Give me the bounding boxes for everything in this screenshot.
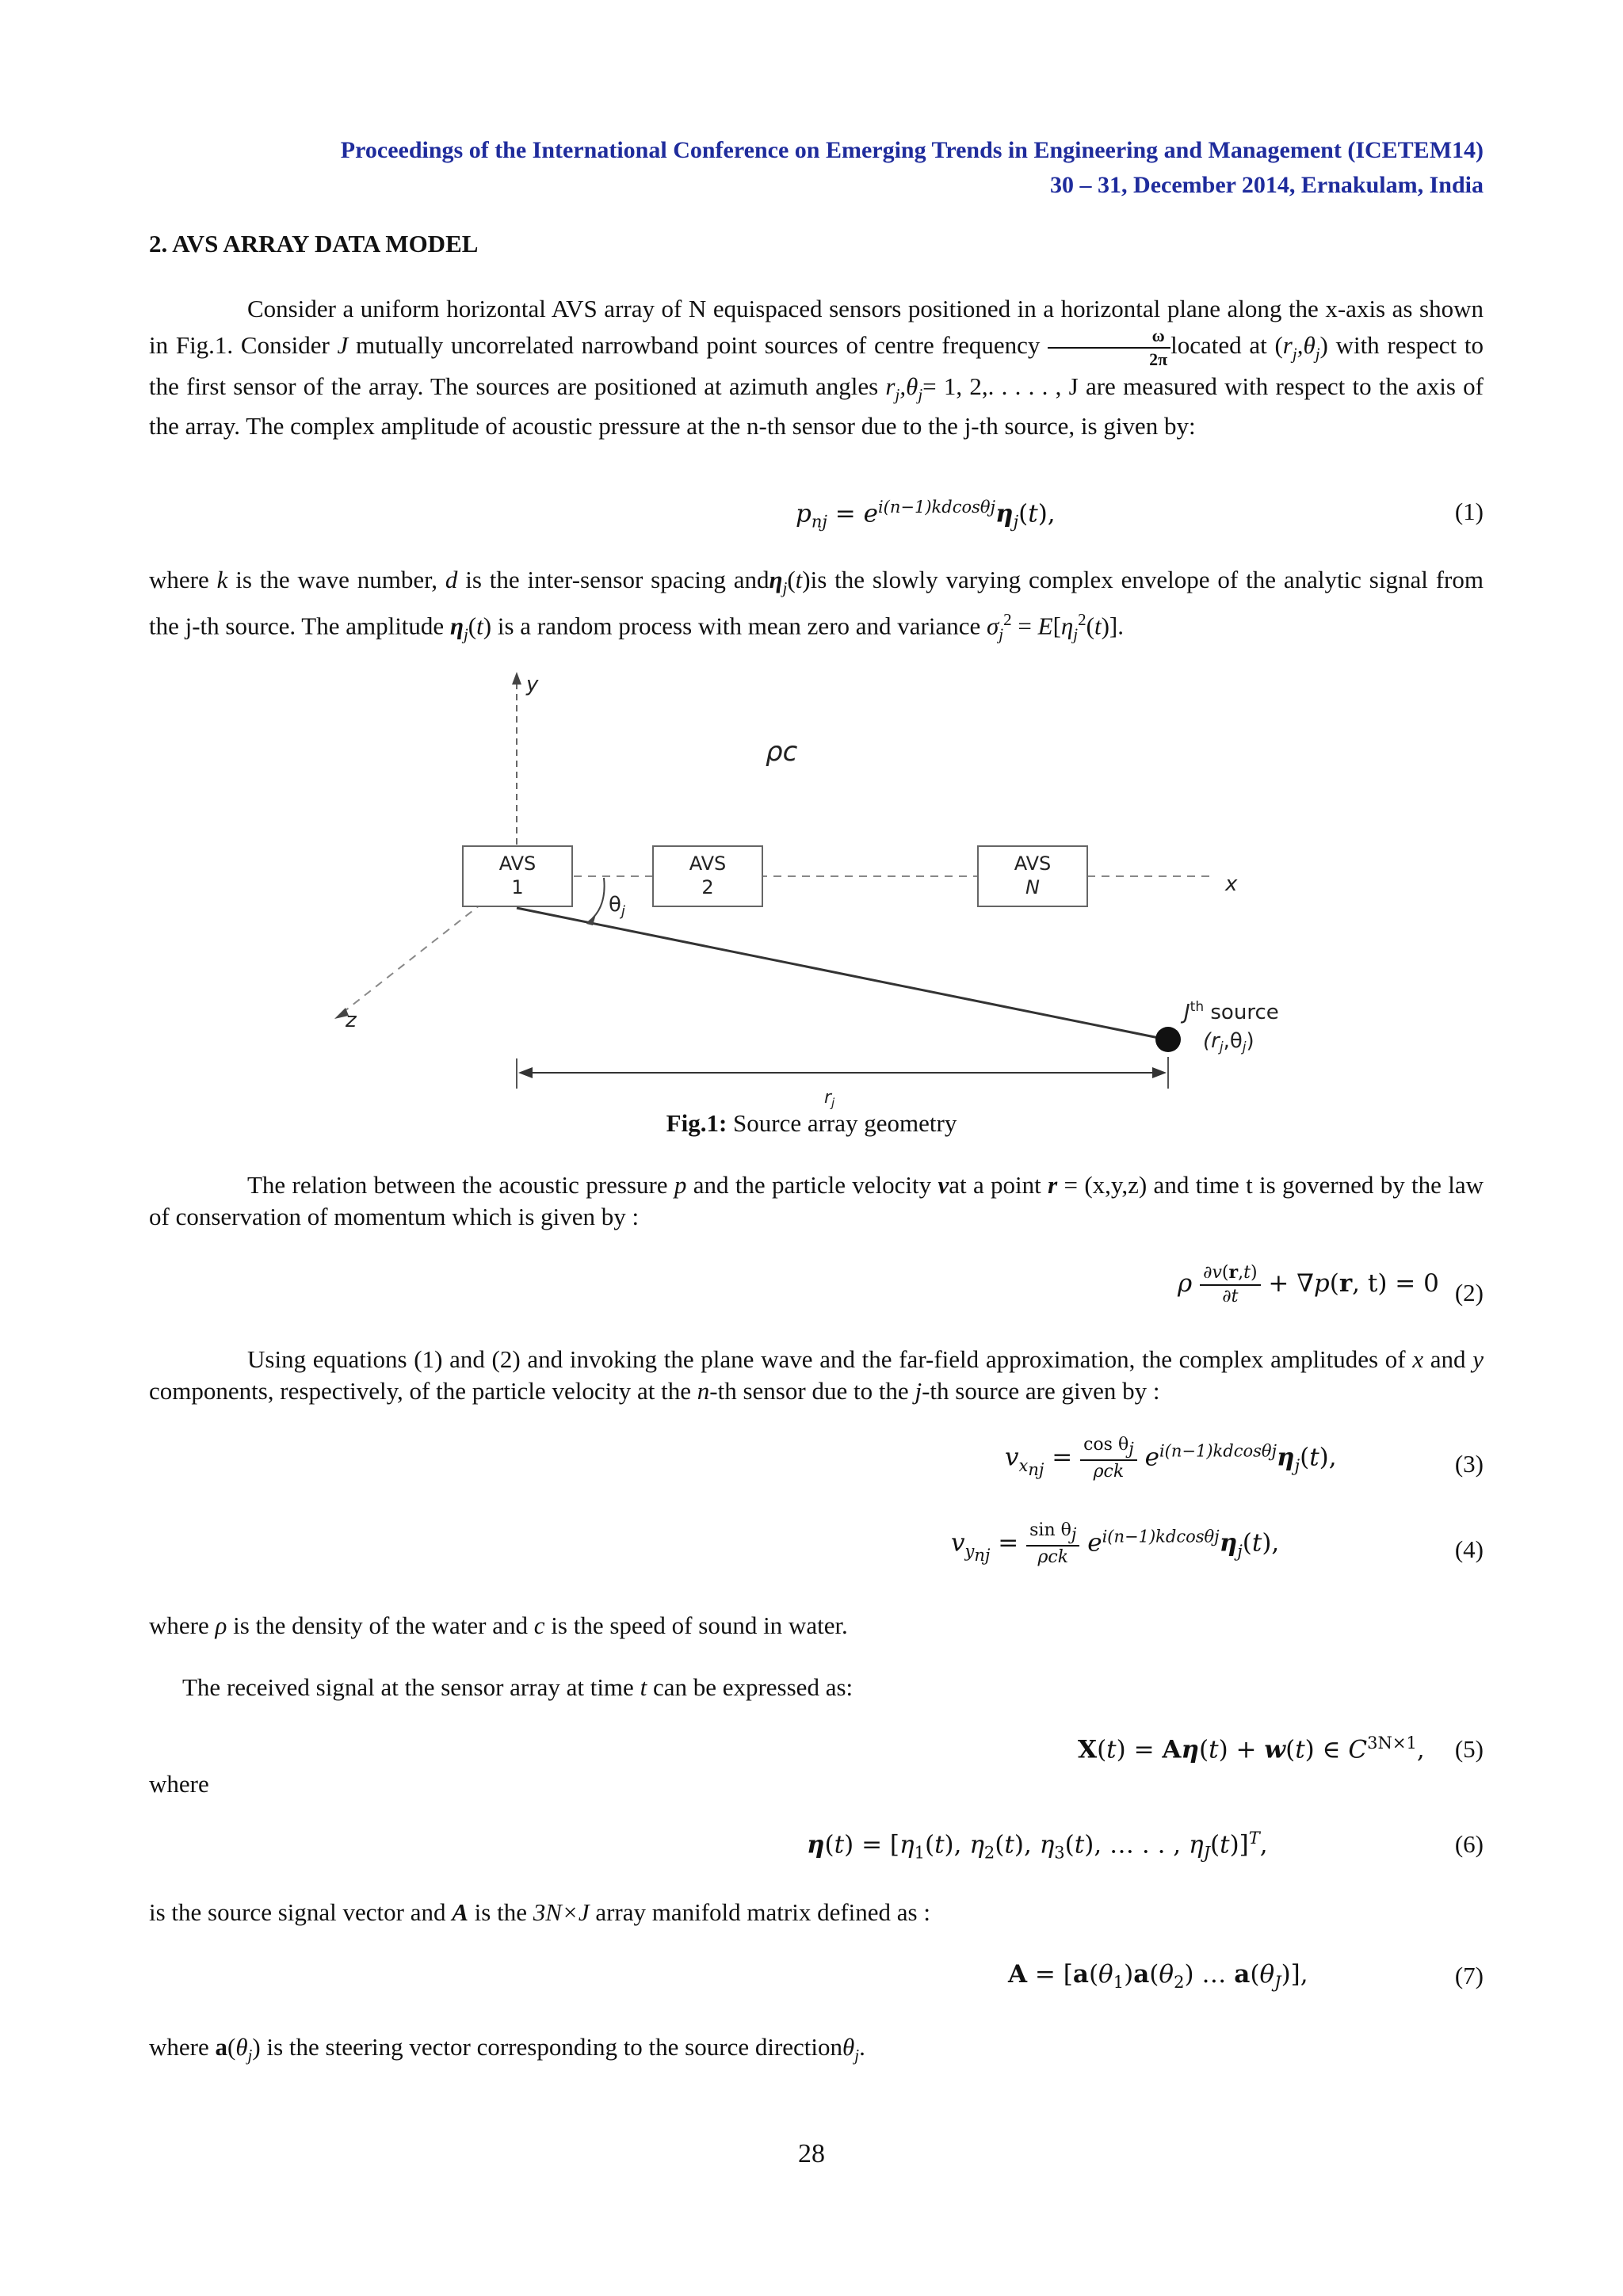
equation-2-number: (2): [1454, 1279, 1484, 1306]
source-label: $J^{th}$ source: [1184, 999, 1279, 1024]
section-title: 2. AVS ARRAY DATA MODEL: [149, 230, 479, 257]
x-axis-label: x: [1225, 872, 1238, 896]
source-point: [1155, 1027, 1181, 1052]
source-array-geometry-figure: [0, 0, 1623, 1141]
equation-7: $A = [a(\theta_1)a(\theta_2)$ … $a(\theta_J)$],: [1008, 1960, 1308, 1993]
header-line-2: 30 – 31, December 2014, Ernakulam, India: [1050, 172, 1484, 198]
avs-sensor-n: [978, 846, 1087, 906]
y-axis-label: y: [526, 673, 539, 696]
paragraph-9: where $a(\theta_j)$ is the steering vector corresponding to the source directionθ$_j$.: [149, 2033, 865, 2065]
medium-label: ρc: [766, 736, 798, 768]
paragraph-2: where k is the wave number, d is the inter-sensor spacing andη$_j$(t)is the slowly varying complex envelope of the analytic signal from the j-th source. The amplitude $\eta_j(t)$ is a random process with mean zero and variance $\sigma_j^2 = E[\eta_j^2(t)]$.: [149, 566, 1484, 644]
paragraph-3: The relation between the acoustic pressure p and the particle velocity vat a point r = (x,y,z) and time t is governed by the law of conservation of momentum which is given by :: [149, 1171, 1484, 1230]
svg-text:AVS: AVS: [498, 852, 537, 875]
equation-3: $v_{x_{nj}}$ = $\frac{\cos \theta_j}{\text{ρck}}$ $e^{i(n-1)kdcos\theta j}\eta_j(t)$,: [1005, 1435, 1337, 1482]
theta-label: $\theta_j$: [609, 893, 625, 920]
svg-text:2: 2: [701, 876, 714, 898]
equation-3-number: (3): [1454, 1450, 1484, 1478]
equation-1-number: (1): [1454, 498, 1484, 525]
avs-sensor-2: [653, 846, 762, 906]
svg-text:1: 1: [511, 876, 524, 898]
equation-5-number: (5): [1454, 1735, 1484, 1763]
avs-sensor-1: [463, 846, 572, 906]
paragraph-7: where: [149, 1770, 209, 1798]
paragraph-8: is the source signal vector and A is the 3N×J array manifold matrix defined as :: [149, 1898, 930, 1926]
z-axis-label: z: [346, 1009, 357, 1032]
equation-1: $p_{nj} = e^{i(n-1)kdcos\theta j}\eta_j(t)$,: [796, 498, 1056, 532]
source-coordinate: (rj,θj): [1203, 1029, 1254, 1055]
equation-6: $\eta(t) = [\eta_1(t)$, $\eta_2(t)$, $\eta_3(t)$, … . . , $\eta_J(t)]^T$,: [807, 1829, 1268, 1863]
rj-label: $r_j$: [824, 1088, 835, 1110]
equation-7-number: (7): [1454, 1962, 1484, 1989]
equation-5: X(t) = Aη(t) + w(t) ∈ $C^{3N\times 1}$,: [1078, 1733, 1425, 1764]
page-number: 28: [798, 2139, 825, 2168]
frequency-fraction: $\frac{\omega}{2\pi}$: [1048, 325, 1170, 371]
equation-2: ρ $\frac{\partial v(r,t)}{\partial t}$ + ∇p(r, t) = 0: [1178, 1262, 1439, 1306]
svg-text:AVS: AVS: [689, 852, 727, 875]
equation-4: $v_{y_{nj}}$ = $\frac{\sin \theta_j}{\text{ρck}}$ $e^{i(n-1)kdcos\theta j}\eta_j(t)$,: [951, 1520, 1280, 1568]
svg-text:N: N: [1025, 876, 1040, 898]
equation-4-number: (4): [1454, 1535, 1484, 1563]
paragraph-6: The received signal at the sensor array at time t can be expressed as:: [182, 1673, 854, 1701]
equation-6-number: (6): [1454, 1830, 1484, 1858]
paragraph-5: where ρ is the density of the water and c is the speed of sound in water.: [149, 1611, 848, 1639]
paragraph-1: Consider a uniform horizontal AVS array of N equispaced sensors positioned in a horizontal plane along the x-axis as shown in Fig.1. Consider J mutually uncorrelated narrowband point sources of centre frequency $\frac{\omega}{2\pi}$ located at $(r_j,\theta_j)$ with respect to the first sensor of the array. The sources are positioned at azimuth angles $r_j,\theta_j= 1$, 2,. . . . . , J are measured with respect to the axis of the array. The complex amplitude of acoustic pressure at the n-th sensor due to the j-th source, is given by:: [149, 295, 1484, 441]
paragraph-4: Using equations (1) and (2) and invoking the plane wave and the far-field approximation, the complex amplitudes of x and y components, respectively, of the particle velocity at the n-th sensor due to the j-th source are given by :: [149, 1345, 1484, 1405]
header-line-1: Proceedings of the International Conference on Emerging Trends in Engineering and Management (ICETEM14): [340, 137, 1484, 163]
svg-text:AVS: AVS: [1014, 852, 1052, 875]
figure-caption: Fig.1: Source array geometry: [666, 1109, 957, 1137]
